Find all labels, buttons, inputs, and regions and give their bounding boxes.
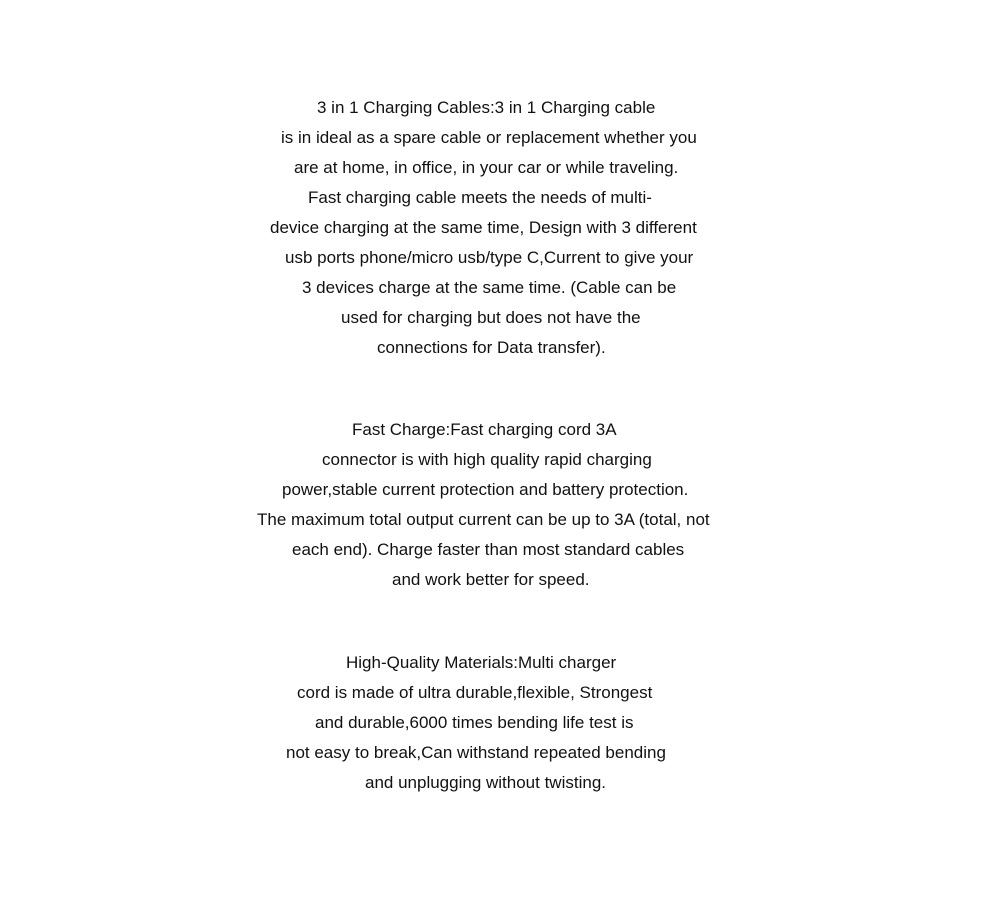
text-line: and durable,6000 times bending life test is [315,713,634,732]
text-line: The maximum total output current can be up to 3A (total, not [257,510,710,529]
text-line: and work better for speed. [392,570,590,589]
text-line: each end). Charge faster than most standard cables [292,540,685,559]
text-line: Fast charging cable meets the needs of multi- [308,188,652,207]
text-line: usb ports phone/micro usb/type C,Current to give your [285,248,694,267]
text-line: 3 in 1 Charging Cables:3 in 1 Charging cable [317,98,656,117]
text-line: cord is made of ultra durable,flexible, Strongest [297,683,653,702]
text-line: Fast Charge:Fast charging cord 3A [352,420,617,439]
text-line: power,stable current protection and battery protection. [282,480,689,499]
text-line: 3 devices charge at the same time. (Cable can be [302,278,677,297]
text-line: is in ideal as a spare cable or replacement whether you [281,128,697,147]
text-line: connector is with high quality rapid charging [322,450,652,469]
text-line: used for charging but does not have the [341,308,641,327]
text-line: High-Quality Materials:Multi charger [346,653,617,672]
text-line: not easy to break,Can withstand repeated bending [286,743,666,762]
text-line: are at home, in office, in your car or while traveling. [294,158,679,177]
text-line: connections for Data transfer). [377,338,606,357]
text-line: device charging at the same time, Design with 3 different [270,218,697,237]
text-line: and unplugging without twisting. [365,773,606,792]
